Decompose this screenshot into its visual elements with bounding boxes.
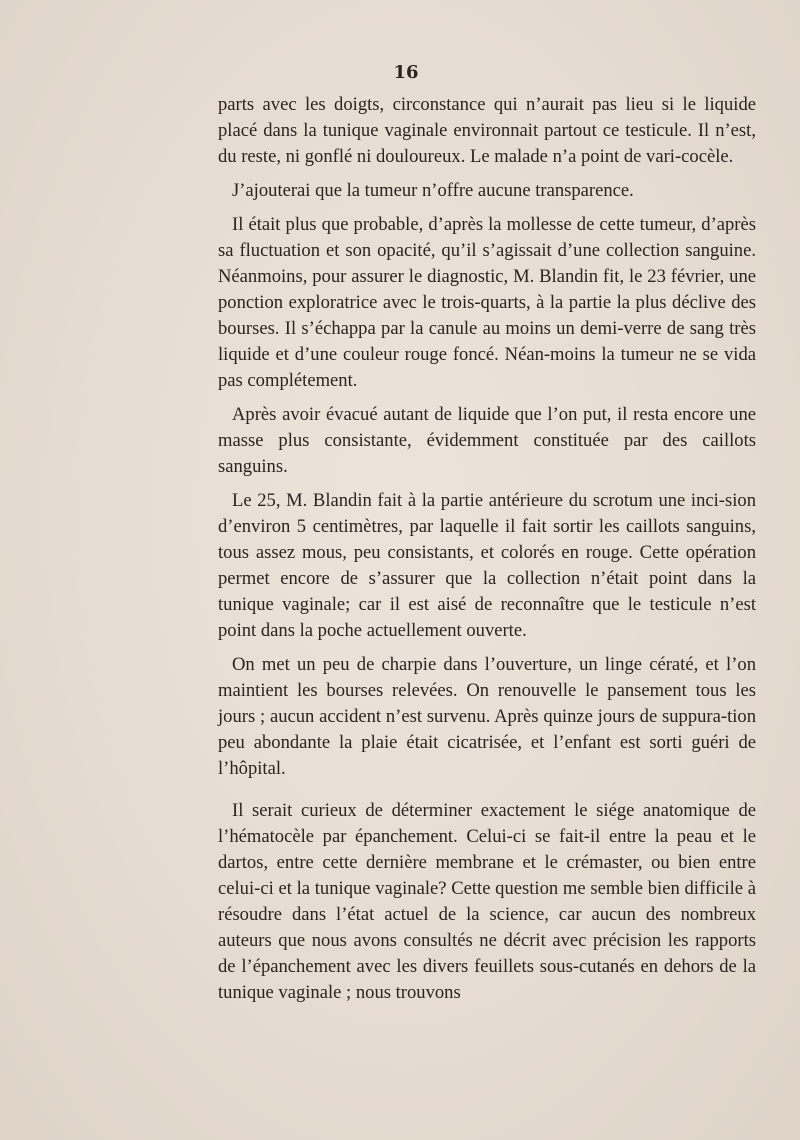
paragraph-3: Il était plus que probable, d’après la mollesse de cette tumeur, d’après sa fluctuation et son opacité, qu’il s’agissait d’une collection sanguine. Néanmoins, pour assurer le diagnostic, M. Blandin fit, le 23 février, une ponction exploratrice avec le trois-quarts, à la partie la plus déclive des bourses. Il s’échappa par la canule au moins un demi-verre de sang très liquide et d’une couleur rouge foncé. Néan-moins la tumeur ne se vida pas complétement. (218, 214, 756, 391)
page-number: 16 (393, 62, 419, 83)
paragraph-6: On met un peu de charpie dans l’ouverture, un linge cératé, et l’on maintient les bourses relevées. On renouvelle le pansement tous les jours ; aucun accident n’est survenu. Après quinze jours de suppura-tion peu abondante la plaie était cicatrisée, et l’enfant est sorti guéri de l’hôpital. (218, 654, 756, 779)
paragraph-7: Il serait curieux de déterminer exactement le siége anatomique de l’hématocèle par épanchement. Celui-ci se fait-il entre la peau et le dartos, entre cette dernière membrane et le crémaster, ou bien entre celui-ci et la tunique vaginale? Cette question me semble bien difficile à résoudre dans l’état actuel de la science, car aucun des nombreux auteurs que nous avons consultés ne décrit avec précision les rapports de l’épanchement avec les divers feuillets sous-cutanés en dehors de la tunique vaginale ; nous trouvons (218, 800, 756, 1003)
paragraph-4: Après avoir évacué autant de liquide que l’on put, il resta encore une masse plus consistante, évidemment constituée par des caillots sanguins. (218, 404, 756, 477)
paragraph-2: J’ajouterai que la tumeur n’offre aucune transparence. (232, 180, 634, 201)
paragraph-1: parts avec les doigts, circonstance qui n’aurait pas lieu si le liquide placé dans la tunique vaginale environnait partout ce testicule. Il n’est, du reste, ni gonflé ni douloureux. Le malade n’a point de vari-cocèle. (218, 94, 756, 167)
body-text (218, 92, 756, 1014)
paragraph-5: Le 25, M. Blandin fait à la partie antérieure du scrotum une inci-sion d’environ 5 centimètres, par laquelle il fait sortir les caillots sanguins, tous assez mous, peu consistants, et colorés en rouge. Cette opération permet encore de s’assurer que la collection n’était point dans la tunique vaginale; car il est aisé de reconnaître que le testicule n’est point dans la poche actuellement ouverte. (218, 490, 756, 641)
